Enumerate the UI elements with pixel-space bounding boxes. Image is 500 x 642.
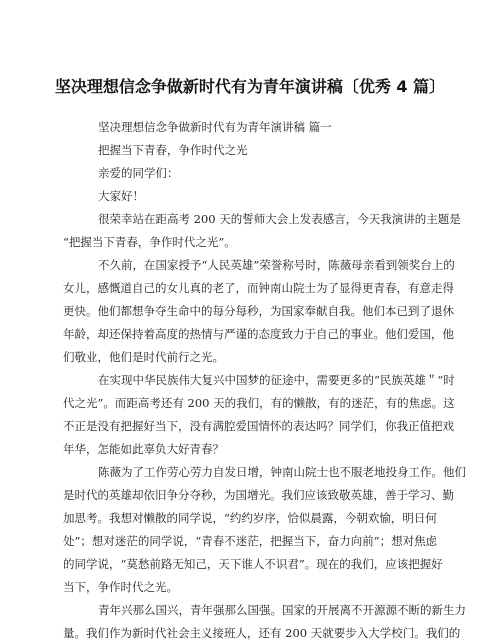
body-line: 加思考。我想对懒散的同学说，“约约岁序，恰似晨露，今朝欢愉，明日何 xyxy=(63,511,437,525)
body-line: 是时代的英雄却依旧争分夺秒，为国增光。我们应该致敬英雄，善于学习、勤 xyxy=(63,488,454,502)
body-line: 们敬业，他们是时代前行之光。 xyxy=(63,350,224,364)
body-line: 更快。他们都想争夺生命中的每分每秒，为国家奉献自我。他们本已到了退休 xyxy=(63,304,454,318)
body-line: 代之光”。而距高考还有 200 天的我们，有的懒散，有的迷茫，有的焦虑。这 xyxy=(63,396,455,410)
body-line: 青年兴那么国兴，青年强那么国强。国家的开展离不开源源不断的新生力 xyxy=(98,603,466,617)
body-line: 陈薇为了工作劳心劳力自发日增，钟南山院士也不服老地投身工作。他们 xyxy=(98,465,466,479)
body-line: 女儿，感慨道自己的女儿真的老了，而钟南山院士为了显得更青春，有意走得 xyxy=(63,281,454,295)
body-line: 把握当下青春，争作时代之光 xyxy=(98,143,248,157)
body-line: 不久前，在国家授予“人民英雄”荣誉称号时，陈薇母亲看到领奖台上的 xyxy=(98,258,455,272)
body-line: 坚决理想信念争做新时代有为青年演讲稿 篇一 xyxy=(98,120,332,134)
body-line: 当下，争作时代之光。 xyxy=(63,580,178,594)
body-line: 处”；想对迷茫的同学说，“青春不迷茫，把握当下，奋力向前”；想对焦虑 xyxy=(63,534,438,548)
body-line: 大家好！ xyxy=(98,189,144,203)
body-line: “把握当下青春，争作时代之光”。 xyxy=(63,235,236,249)
body-line: 量。我们作为新时代社会主义接班人，还有 200 天就要步入大学校门。我们的 xyxy=(63,626,461,640)
document-title: 坚决理想信念争做新时代有为青年演讲稿〔优秀 4 篇〕 xyxy=(54,77,446,96)
body-line: 年龄，却还保持着高度的热情与严谨的态度致力于自己的事业。他们爱国，他 xyxy=(63,327,454,341)
body-line: 的同学说，“莫愁前路无知己，天下谁人不识君”。现在的我们，应该把握好 xyxy=(63,557,443,571)
body-line: 很荣幸站在距高考 200 天的誓师大会上发表感言，今天我演讲的主题是 xyxy=(98,212,461,226)
body-line: 在实现中华民族伟大复兴中国梦的征途中，需要更多的“民族英雄＂“时 xyxy=(98,373,455,387)
body-line: 不正是没有把握好当下，没有满腔爱国情怀的表达吗？同学们，你我正值把戏 xyxy=(63,419,454,433)
body-line: 亲爱的同学们： xyxy=(98,166,179,180)
body-line: 年华，怎能如此辜负大好青春？ xyxy=(63,442,224,456)
